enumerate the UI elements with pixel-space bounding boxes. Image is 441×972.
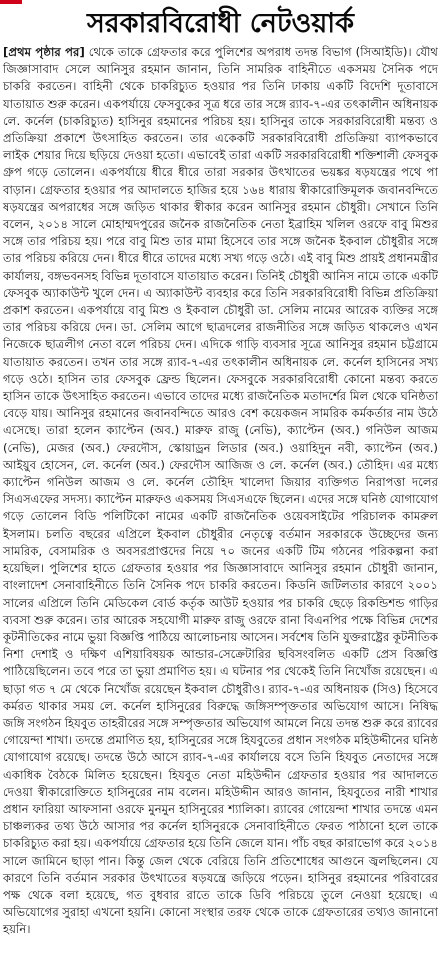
headline: সরকারবিরোধী নেটওয়ার্ক: [86, 8, 355, 39]
continuation-label: [প্রথম পৃষ্ঠার পর]: [3, 45, 85, 59]
red-accent-mark: [0, 0, 22, 4]
article-body: [3, 44, 438, 939]
article-paragraph: থেকে তাকে গ্রেফতার করে পুলিশের অপরাধ তদন্ত বিভাগ (সিআইডি)। যৌথ জিজ্ঞাসাবাদ সেলে আনিসুর রহমান জানান, তিনি সামরিক বাহিনীতে একসময় সৈনিক পদে চাকরি করতেন। বাহিনী থেকে চাকরিচ্যুত হওয়ার পর তিনি ঢাকায় একটি বিদেশি দূতাবাসে যাতায়াত শুরু করেন। একপর্যায়ে ফেসবুকের সূত্র ধরে তার সঙ্গে র‌্যাব-৭-এর তৎকালীন অধিনায়ক লে. কর্নেল (চাকরিচ্যুত) হাসিনুর রহমানের পরিচয় হয়। হাসিনুর তাকে সরকারবিরোধী মন্তব্য ও প্রতিক্রিয়া প্রকাশে উৎসাহিত করতেন। তার একেকটি সরকারবিরোধী প্রতিক্রিয়া ব্যাপকভাবে লাইক শেয়ার দিয়ে ছড়িয়ে দেওয়া হতো। এভাবেই তারা একটি সরকারবিরোধী শক্তিশালী ফেসবুক গ্রুপ গড়ে তোলেন। একপর্যায়ে ধীরে ধীরে তারা সরকার উৎখাতের ভয়ঙ্কর ষড়যন্ত্রের পথে পা বাড়ান। গ্রেফতার হওয়ার পর আদালতে হাজির হয়ে ১৬৪ ধারায় স্বীকারোক্তিমূলক জবানবন্দিতে ষড়যন্ত্রের অপরাধের সঙ্গে জড়িত থাকার স্বীকার করেন আনিসুর রহমান চৌধুরী। সেখানে তিনি বলেন, ২০১৪ সালে মোহাম্মদপুরের জনৈক রাজনৈতিক নেতা ইব্রাহিম খলিল ওরফে বাবু মিশুর সঙ্গে তার পরিচয় হয়। পরে বাবু মিশু তার মামা হিসেবে তার সঙ্গে জনৈক ইকবাল চৌধুরীর সঙ্গে তার পরিচয় করিয়ে দেন। ধীরে ধীরে তাদের মধ্যে সখ্য গড়ে ওঠে। এই বাবু মিশু প্রায়ই প্রধানমন্ত্রীর কার্যালয়, বঙ্গভবনসহ বিভিন্ন দূতাবাসে যাতায়াত করেন। তিনিই চৌধুরী আনিস নামে তাকে একটি ফেসবুক অ্যাকাউন্ট খুলে দেন। এ অ্যাকাউন্ট ব্যবহার করে তিনি সরকারবিরোধী বিভিন্ন প্রতিক্রিয়া প্রকাশ করতেন। একপর্যায়ে বাবু মিশু ও ইকবাল চৌধুরী ডা. সেলিম নামের আরেক ব্যক্তির সঙ্গে তার পরিচয় করিয়ে দেন। ডা. সেলিম আগে ছাত্রদলের রাজনীতির সঙ্গে জড়িত থাকলেও এখন নিজেকে ছাত্রলীগ নেতা বলে পরিচয় দেন। এদিকে গাড়ি ব্যবসার সূত্রে আনিসুর রহমান চট্টগ্রামে যাতায়াত করতেন। তখন তার সঙ্গে র‌্যাব-৭-এর তৎকালীন অধিনায়ক লে. কর্নেল হাসিনের সখ্য গড়ে ওঠে। হাসিন তার ফেসবুক ফ্রেন্ড ছিলেন। ফেসবুকে সরকারবিরোধী কোনো মন্তব্য করতে হাসিন তাকে উৎসাহিত করতেন। এভাবে তাদের মধ্যে রাজনৈতিক মতাদর্শের মিল থেকে ঘনিষ্ঠতা বেড়ে যায়। আনিসুর রহমানের জবানবন্দিতে আরও বেশ কয়েকজন সামরিক কর্মকর্তার নাম উঠে এসেছে। তারা হলেন ক্যাপ্টেন (অব.) মারুফ রাজু (নেভি), ক্যাপ্টেন (অব.) গনিউল আজম (নেভি), মেজর (অব.) ফেরদৌস, স্কোয়াড্রন লিডার (অব.) ওয়াহিদুন নবী, ক্যাপ্টেন (অব.) আইয়ুব হোসেন, লে. কর্নেল (অব.) ফেরদৌস আজিজ ও লে. কর্নেল (অব.) তৌহিদ। এর মধ্যে ক্যাপ্টেন গনিউল আজম ও লে. কর্নেল তৌহিদ খালেদা জিয়ার ব্যক্তিগত নিরাপত্তা দলের সিএসএফের সদস্য। ক্যাপ্টেন মারুফও একসময় সিএসএফে ছিলেন। এদের সঙ্গে ঘনিষ্ঠ যোগাযোগ গড়ে তোলেন বিডি পলিটিকো নামের একটি রাজনৈতিক ওয়েবসাইটের পরিচালক কামরুল ইসলাম। চলতি বছরের এপ্রিলে ইকবাল চৌধুরীর নেতৃত্বে বর্তমান সরকারকে উচ্ছেদের জন্য সামরিক, বেসামরিক ও অবসরপ্রাপ্তদের নিয়ে ৭০ জনের একটি টিম গঠনের পরিকল্পনা করা হয়েছিল। পুলিশের হাতে গ্রেফতার হওয়ার পর জিজ্ঞাসাবাদে আনিসুর রহমান চৌধুরী জানান, বাংলাদেশ সেনাবাহিনীতে তিনি সৈনিক পদে চাকরি করতেন। কিডনি জটিলতার কারণে ২০০১ সালের এপ্রিলে তিনি মেডিকেল বোর্ড কর্তৃক আউট হওয়ার পর চাকরি ছেড়ে রিকন্ডিশন্ড গাড়ির ব্যবসা শুরু করেন। তার আরেক সহযোগী মারুফ রাজু ওরফে রানা বিএনপির পক্ষে বিভিন্ন দেশের কূটনীতিকের নামে ভুয়া বিজ্ঞপ্তি পাঠিয়ে আলোচনায় আসেন। সর্বশেষ তিনি যুক্তরাষ্ট্রের কূটনীতিক নিশা দেশাই ও দক্ষিণ এশিয়াবিষয়ক আন্ডার-সেক্রেটারির ছবিসংবলিত একটি প্রেস বিজ্ঞপ্তি পাঠিয়েছিলেন। তবে পরে তা ভুয়া প্রমাণিত হয়। এ ঘটনার পর থেকেই তিনি নিখোঁজ রয়েছেন। এ ছাড়া গত ৭ মে থেকে নিখোঁজ রয়েছেন ইকবাল চৌধুরীও। র‌্যাব-৭-এর অধিনায়ক (সিও) হিসেবে কর্মরত থাকার সময় লে. কর্নেল হাসিনুরের বিরুদ্ধে জঙ্গিসম্পৃক্ততার অভিযোগ আসে। নিষিদ্ধ জঙ্গি সংগঠন হিযবুত তাহরীরের সঙ্গে সম্পৃক্ততার অভিযোগ আমলে নিয়ে তদন্ত শুরু করে র‌্যাবের গোয়েন্দা শাখা। তদন্তে প্রমাণিত হয়, হাসিনুরের সঙ্গে হিযবুতের প্রধান সংগঠক মহিউদ্দীনের ঘনিষ্ঠ যোগাযোগ রয়েছে। তদন্তে উঠে আসে র‌্যাব-৭-এর কার্যালয়ে বসে তিনি হিযবুত নেতাদের সঙ্গে একাধিক বৈঠকে মিলিত হয়েছেন। হিযবুত নেতা মহিউদ্দীন গ্রেফতার হওয়ার পর আদালতে দেওয়া স্বীকারোক্তিতে হাসিনুরের নাম বলেন। মহিউদ্দীন আরও জানান, হিযবুতের নারী শাখার প্রধান ফারিয়া আফসানা ওরফে মুনমুন হাসিনুরের শ্যালিকা। র‌্যাবের গোয়েন্দা শাখার তদন্তে এমন চাঞ্চল্যকর তথ্য উঠে আসার পর কর্নেল হাসিনুরকে সেনাবাহিনীতে ফেরত পাঠানো হলে তাকে চাকরিচ্যুত করা হয়। একপর্যায়ে গ্রেফতার হয়ে তিনি জেলে যান। পাঁচ বছর কারাভোগ করে ২০১৪ সালে জামিনে ছাড়া পান। কিন্তু জেল থেকে বেরিয়ে তিনি প্রতিশোধের আগুনে জ্বলছিলেন। যে কারণে তিনি বর্তমান সরকার উৎখাতের ষড়যন্ত্রে জড়িয়ে পড়েন। হাসিনুর রহমানের পরিবারের পক্ষ থেকে বলা হয়েছে, গত বুধবার রাতে তাকে ডিবি পরিচয়ে তুলে নেওয়া হয়েছে। এ অভিযোগের সুরাহা এখনো হয়নি। কোনো সংস্থার তরফ থেকে তাকে গ্রেফতারের তথ্যও জানানো হয়নি।: [3, 45, 439, 937]
